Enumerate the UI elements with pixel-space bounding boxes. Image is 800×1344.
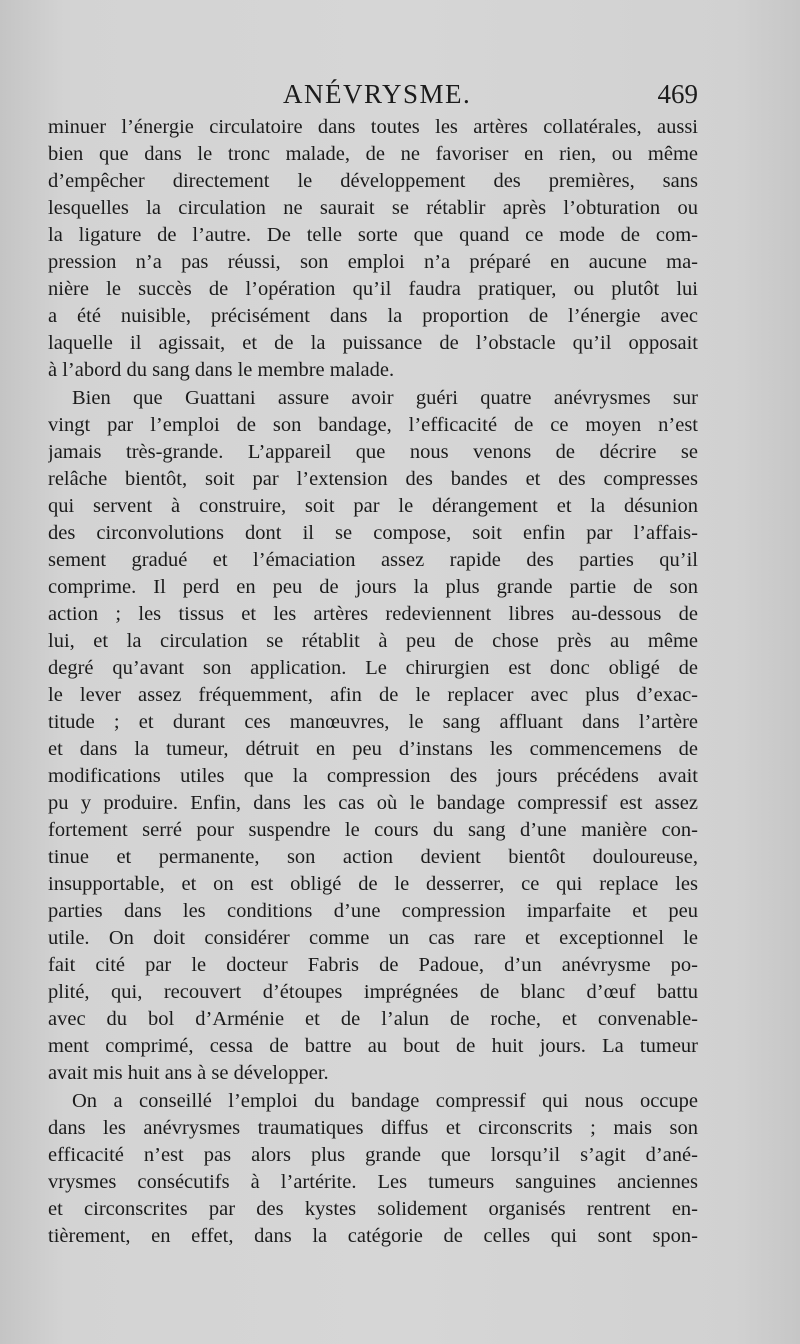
text-line: utile. On doit considérer comme un cas rare et exceptionnel le (48, 927, 698, 949)
text-line: On a conseillé l’emploi du bandage compressif qui nous occupe (72, 1090, 698, 1112)
text-line: fortement serré pour suspendre le cours du sang d’une manière con- (48, 819, 698, 841)
text-line: la ligature de l’autre. De telle sorte que quand ce mode de com- (48, 224, 698, 246)
text-line: minuer l’énergie circulatoire dans toutes les artères collatérales, aussi (48, 116, 698, 138)
text-line: pression n’a pas réussi, son emploi n’a préparé en aucune ma- (48, 251, 698, 273)
text-line: modifications utiles que la compression des jours précédens avait (48, 765, 698, 787)
text-line: comprime. Il perd en peu de jours la plus grande partie de son (48, 576, 698, 598)
text-line: d’empêcher directement le développement des premières, sans (48, 170, 698, 192)
text-line: efficacité n’est pas alors plus grande que lorsqu’il s’agit d’ané- (48, 1144, 698, 1166)
text-line: bien que dans le tronc malade, de ne favoriser en rien, ou même (48, 143, 698, 165)
text-line: sement gradué et l’émaciation assez rapide des parties qu’il (48, 549, 698, 571)
text-line: avait mis huit ans à se développer. (48, 1062, 329, 1084)
paragraph-1 (48, 114, 698, 384)
text-line: ment comprimé, cessa de battre au bout de huit jours. La tumeur (48, 1035, 698, 1057)
text-line: et circonscrites par des kystes solidement organisés rentrent en- (48, 1198, 698, 1220)
text-line: vrysmes consécutifs à l’artérite. Les tumeurs sanguines anciennes (48, 1171, 698, 1193)
text-line: laquelle il agissait, et de la puissance de l’obstacle qu’il opposait (48, 332, 698, 354)
text-line: tinue et permanente, son action devient bientôt douloureuse, (48, 846, 698, 868)
text-line: dans les anévrysmes traumatiques diffus et circonscrits ; mais son (48, 1117, 698, 1139)
text-line: Bien que Guattani assure avoir guéri quatre anévrysmes sur (72, 387, 698, 409)
text-line: parties dans les conditions d’une compression imparfaite et peu (48, 900, 698, 922)
running-title: ANÉVRYSME. (283, 79, 472, 109)
text-line: lui, et la circulation se rétablit à peu de chose près au même (48, 630, 698, 652)
paragraph-3 (48, 1088, 698, 1250)
text-line: plité, qui, recouvert d’étoupes imprégnées de blanc d’œuf battu (48, 981, 698, 1003)
text-line: degré qu’avant son application. Le chirurgien est donc obligé de (48, 657, 698, 679)
text-line: insupportable, et on est obligé de le desserrer, ce qui replace les (48, 873, 698, 895)
text-line: avec du bol d’Arménie et de l’alun de roche, et convenable- (48, 1008, 698, 1030)
text-line: relâche bientôt, soit par l’extension des bandes et des compresses (48, 468, 698, 490)
text-line: pu y produire. Enfin, dans les cas où le bandage compressif est assez (48, 792, 698, 814)
text-line: des circonvolutions dont il se compose, soit enfin par l’affais- (48, 522, 698, 544)
page-header (48, 74, 698, 114)
text-line: a été nuisible, précisément dans la proportion de l’énergie avec (48, 305, 698, 327)
text-line: lesquelles la circulation ne saurait se rétablir après l’obturation ou (48, 197, 698, 219)
text-line: qui servent à construire, soit par le dérangement et la désunion (48, 495, 698, 517)
text-line: jamais très-grande. L’appareil que nous venons de décrire se (48, 441, 698, 463)
text-line: à l’abord du sang dans le membre malade. (48, 359, 395, 381)
text-line: vingt par l’emploi de son bandage, l’efficacité de ce moyen n’est (48, 414, 698, 436)
page-number: 469 (657, 79, 698, 109)
text-line: et dans la tumeur, détruit en peu d’instans les commencemens de (48, 738, 698, 760)
text-line: le lever assez fréquemment, afin de le replacer avec plus d’exac- (48, 684, 698, 706)
text-line: tièrement, en effet, dans la catégorie de celles qui sont spon- (48, 1225, 698, 1247)
text-line: titude ; et durant ces manœuvres, le sang affluant dans l’artère (48, 711, 698, 733)
text-line: action ; les tissus et les artères redeviennent libres au-dessous de (48, 603, 698, 625)
paragraph-2 (48, 385, 698, 1087)
text-line: fait cité par le docteur Fabris de Padoue, d’un anévrysme po- (48, 954, 698, 976)
body-text (48, 114, 698, 1250)
text-line: nière le succès de l’opération qu’il faudra pratiquer, ou plutôt lui (48, 278, 698, 300)
